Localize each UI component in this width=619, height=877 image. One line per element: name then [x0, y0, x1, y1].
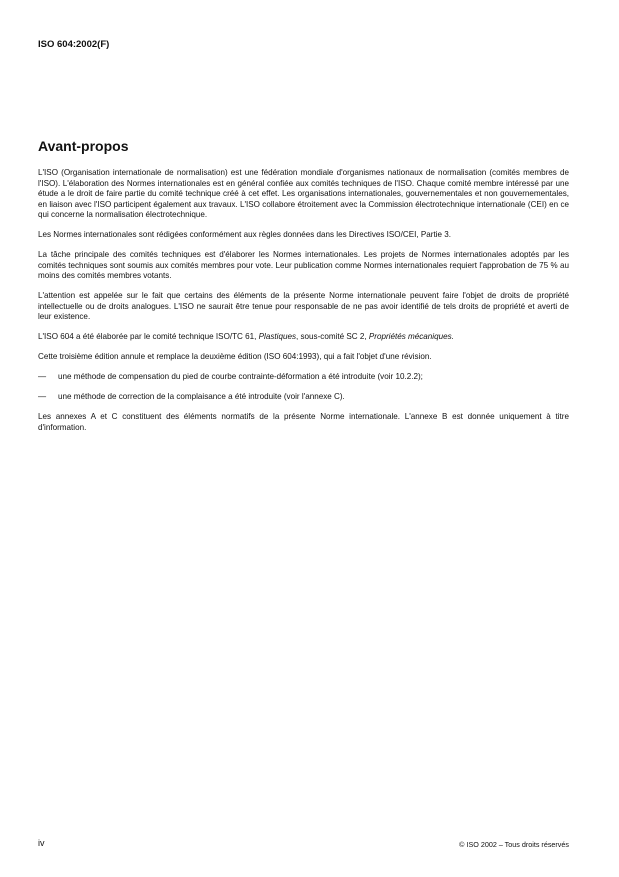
page-title: Avant-propos — [38, 138, 129, 154]
page-number: iv — [38, 838, 45, 848]
committee-text-1: L'ISO 604 a été élaborée par le comité technique ISO/TC 61, — [38, 332, 259, 341]
committee-title-proprietes: Propriétés mécaniques. — [368, 332, 454, 341]
page-header: ISO 604:2002(F) — [38, 39, 110, 50]
paragraph-edition: Cette troisième édition annule et remplace la deuxième édition (ISO 604:1993), qui a fait l'objet d'une révision. — [38, 352, 432, 361]
committee-title-plastiques: Plastiques — [258, 332, 296, 341]
copyright-notice: © ISO 2002 – Tous droits réservés — [459, 840, 569, 849]
list-item — [38, 372, 569, 383]
dash-bullet: — — [38, 372, 47, 381]
paragraph-committee — [38, 332, 569, 343]
list-item-text: une méthode de correction de la complaisance a été introduite (voir l'annexe C). — [58, 392, 345, 401]
paragraph-directives: Les Normes internationales sont rédigées conformément aux règles données dans les Directives ISO/CEI, Partie 3. — [38, 230, 451, 239]
dash-bullet: — — [38, 392, 47, 401]
document-body — [38, 168, 569, 443]
paragraph-patent-notice: L'attention est appelée sur le fait que certains des éléments de la présente Norme internationale peuvent faire l'objet de droits de propriété intellectuelle ou de droits analogues. L'ISO ne saurait être tenue pour responsable de ne pas avoir identifié de tels droits de propriété et averti de leur existence. — [38, 291, 569, 321]
paragraph-main-task: La tâche principale des comités techniques est d'élaborer les Normes internationales. Les projets de Normes internationales adoptés par les comités techniques sont soumis aux comités membres pour vote. Leur publication comme Normes internationales requiert l'approbation de 75 % au moins des comités membres votants. — [38, 250, 569, 280]
paragraph-annexes: Les annexes A et C constituent des éléments normatifs de la présente Norme internationale. L'annexe B est donnée uniquement à titre d'information. — [38, 412, 569, 432]
list-item — [38, 392, 569, 403]
committee-text-2: , sous-comité SC 2, — [296, 332, 369, 341]
list-item-text: une méthode de compensation du pied de courbe contrainte-déformation a été introduite (voir 10.2.2); — [58, 372, 423, 381]
paragraph-iso-intro: L'ISO (Organisation internationale de normalisation) est une fédération mondiale d'organismes nationaux de normalisation (comités membres de l'ISO). L'élaboration des Normes internationales est en général confiée aux comités techniques de l'ISO. Chaque comité membre intéressé par une étude a le droit de faire partie du comité technique créé à cet effet. Les organisations internationales, gouvernementales et non gouvernementales, en liaison avec l'ISO participent également aux travaux. L'ISO collabore étroitement avec la Commission électrotechnique internationale (CEI) en ce qui concerne la normalisation électrotechnique. — [38, 168, 569, 219]
